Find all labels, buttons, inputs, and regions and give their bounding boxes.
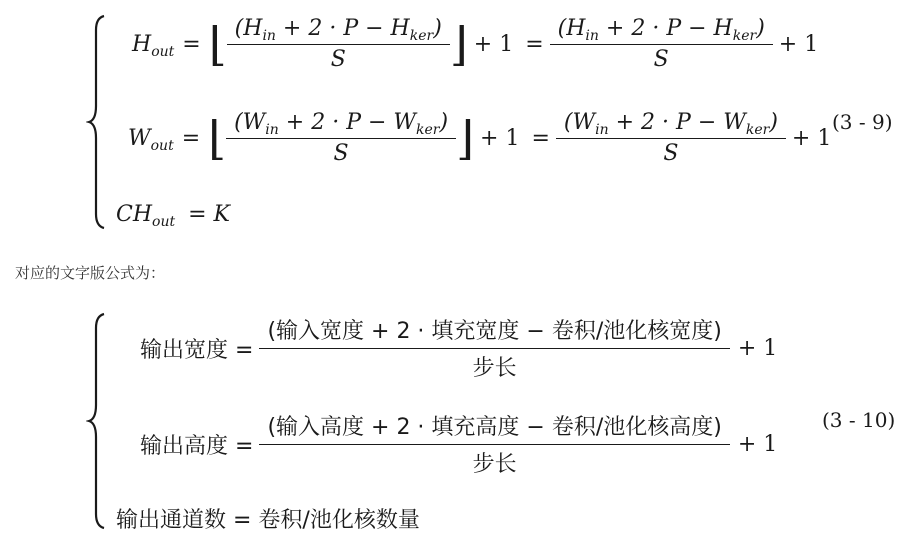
plus-one: + 1	[791, 125, 832, 151]
paragraph-text: 对应的文字版公式为：	[15, 264, 166, 282]
plus-one: + 1	[737, 431, 778, 457]
equals-sign: =	[182, 31, 201, 57]
equals-sign: =	[525, 31, 544, 57]
fraction-h: $\frac{(H_{in} + 2 \cdot P - H_{ker})}{S}$	[231, 16, 446, 72]
fraction-height: $\frac{\text{(输入高度 + 2 · 填充高度 − 卷积/池化核高度)}}{\text{步长}}$	[263, 410, 725, 478]
equation-row-h-out	[132, 16, 818, 72]
equation-number: (3 - 10)	[822, 408, 896, 432]
equals-sign: =	[531, 125, 550, 151]
equals-sign: =	[181, 125, 201, 151]
floor-left-bracket: ⌊	[208, 17, 227, 71]
equation-number: (3 - 9)	[832, 110, 893, 134]
plus-one: + 1	[473, 31, 514, 57]
plus-one: + 1	[480, 125, 520, 151]
fraction-h-plain: $\frac{(H_{in} + 2 \cdot P - H_{ker})}{S}$	[554, 16, 769, 72]
fraction-width: $\frac{\text{(输入宽度 + 2 · 填充宽度 − 卷积/池化核宽度)}}{\text{步长}}$	[263, 314, 725, 382]
equation-row-ch-out: $CH_{out} = K$	[116, 202, 230, 230]
equation-row-output-width: 输出宽度 = $\frac{\text{(输入宽度 + 2 · 填充宽度 − 卷积/池化核宽度)}}{\text{步长}}$ + 1	[140, 314, 777, 382]
plus-one: + 1	[737, 335, 778, 361]
plus-one: + 1	[778, 31, 819, 57]
equation-row-output-channels: 输出通道数 = 卷积/池化核数量	[116, 508, 420, 533]
lhs-w-out: $W_{out}$	[128, 125, 174, 154]
floor-left-bracket: ⌊	[208, 111, 227, 165]
floor-right-bracket: ⌋	[449, 17, 468, 71]
floor-right-bracket: ⌋	[456, 111, 475, 165]
equation-row-output-height: 输出高度 = $\frac{\text{(输入高度 + 2 · 填充高度 − 卷积/池化核高度)}}{\text{步长}}$ + 1	[140, 410, 777, 478]
left-brace-icon	[86, 14, 108, 230]
lhs-h-out: $H_{out}$	[132, 31, 175, 60]
fraction-w: $\frac{(W_{in} + 2 \cdot P - W_{ker})}{S}$	[230, 110, 452, 166]
fraction-w-plain: $\frac{(W_{in} + 2 \cdot P - W_{ker})}{S}$	[560, 110, 782, 166]
left-brace-icon	[86, 312, 108, 530]
equation-row-w-out	[128, 110, 831, 166]
